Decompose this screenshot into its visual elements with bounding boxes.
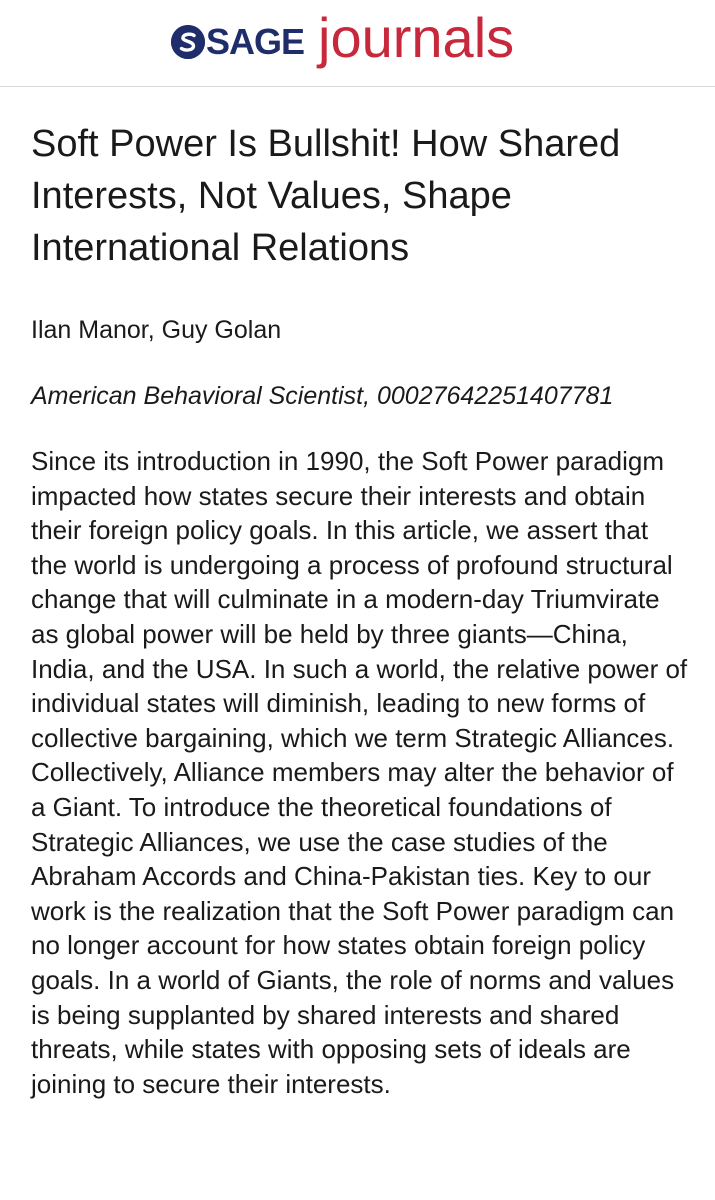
article-abstract: Since its introduction in 1990, the Soft Power paradigm impacted how states secure their interests and obtain their foreign policy goals. In this article, we assert that the world is undergoing a process of profound structural change that will culminate in a modern-day Triumvirate as global power will be held by three giants—China, India, and the USA. In such a world, the relative power of individual states will diminish, leading to new forms of collective bargaining, which we term Strategic Alliances. Collectively, Alliance members may alter the behavior of a Giant. To introduce the theoretical foundations of Strategic Alliances, we use the case studies of the Abraham Accords and China-Pakistan ties. Key to our work is the realization that the Soft Power paradigm can no longer account for how states obtain foreign policy goals. In a world of Giants, the role of norms and values is being supplanted by shared interests and shared threats, while states with opposing sets of ideals are joining to secure their interests. (31, 446, 688, 1099)
logo-brand-text: SAGE (206, 21, 305, 62)
logo-product-text: journals (318, 6, 515, 69)
article-authors: Ilan Manor, Guy Golan (31, 316, 282, 344)
sage-journals-logo[interactable] (171, 6, 515, 74)
article-journal: American Behavioral Scientist, 00027642251407781 (31, 382, 614, 410)
article-summary (31, 118, 691, 1101)
site-header (0, 0, 715, 87)
article-title[interactable]: Soft Power Is Bullshit! How Shared Interests, Not Values, Shape International Relations (31, 123, 621, 269)
bottom-fade (0, 1186, 715, 1200)
sage-s-logo-icon (171, 25, 205, 59)
